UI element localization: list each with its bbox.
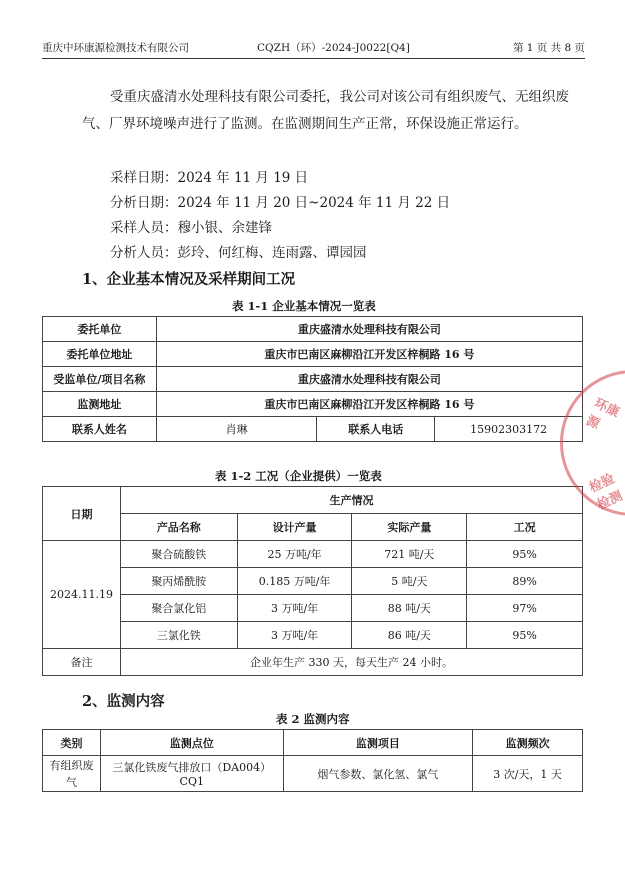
table-cell: 5 吨/天 <box>352 568 467 595</box>
analysts: 分析人员：彭玲、何红梅、连雨露、谭园园 <box>110 245 367 261</box>
intro-paragraph: 受重庆盛清水处理科技有限公司委托，我公司对该公司有组织废气、无组织废气、厂界环境噪声进行了监测。在监测期间生产正常，环保设施正常运行。 <box>82 89 569 132</box>
table-cell: 监测地址 <box>43 392 157 417</box>
table-cell: 肖琳 <box>156 417 317 442</box>
table-row <box>43 342 583 367</box>
operating-conditions-table <box>42 486 583 676</box>
section-2-title: 2、监测内容 <box>82 693 165 710</box>
table-3-caption: 表 2 监测内容 <box>276 712 350 726</box>
table-header-cell: 设计产量 <box>237 514 352 541</box>
header-doc-number: CQZH（环）-2024-J0022[Q4] <box>257 42 410 54</box>
table-cell: 97% <box>467 595 583 622</box>
table-row <box>43 595 583 622</box>
table-cell: 生产情况 <box>120 487 582 514</box>
table-header-cell: 实际产量 <box>352 514 467 541</box>
table-header-cell: 类别 <box>43 730 101 756</box>
table-header-cell: 监测项目 <box>283 730 473 756</box>
table-cell: 重庆市巴南区麻柳沿江开发区梓桐路 16 号 <box>156 392 582 417</box>
table-cell: 委托单位地址 <box>43 342 157 367</box>
table-cell: 有组织废气 <box>43 756 101 792</box>
analysis-date: 分析日期：2024 年 11 月 20 日~2024 年 11 月 22 日 <box>110 195 451 211</box>
basic-info-table <box>42 316 583 442</box>
table-cell: 88 吨/天 <box>352 595 467 622</box>
table-cell: 721 吨/天 <box>352 541 467 568</box>
table-cell: 重庆盛清水处理科技有限公司 <box>156 367 582 392</box>
header-page-number: 第 1 页 共 8 页 <box>512 42 585 54</box>
table-cell: 烟气参数、氯化氢、氯气 <box>283 756 473 792</box>
table-cell: 企业年生产 330 天，每天生产 24 小时。 <box>120 649 582 676</box>
header-company: 重庆中环康源检测技术有限公司 <box>42 42 189 54</box>
header-rule <box>42 58 585 59</box>
table-cell: 2024.11.19 <box>43 541 121 649</box>
table-cell: 95% <box>467 622 583 649</box>
table-cell: 0.185 万吨/年 <box>237 568 352 595</box>
samplers: 采样人员：穆小银、余建锋 <box>110 220 272 236</box>
table-row <box>43 417 583 442</box>
table-row <box>43 317 583 342</box>
table-header-cell: 监测点位 <box>100 730 283 756</box>
table-cell: 三氯化铁废气排放口（DA004）CQ1 <box>100 756 283 792</box>
table-cell: 95% <box>467 541 583 568</box>
table-1-caption: 表 1-1 企业基本情况一览表 <box>232 299 376 313</box>
table-cell: 聚丙烯酰胺 <box>120 568 237 595</box>
table-2-caption: 表 1-2 工况（企业提供）一览表 <box>215 469 382 483</box>
table-row <box>43 392 583 417</box>
page-header <box>42 40 585 58</box>
table-cell: 聚合硫酸铁 <box>120 541 237 568</box>
table-row <box>43 622 583 649</box>
table-row <box>43 487 583 514</box>
table-header-cell: 产品名称 <box>120 514 237 541</box>
table-row <box>43 514 583 541</box>
monitoring-content-table <box>42 729 583 792</box>
table-cell: 3 次/天，1 天 <box>473 756 583 792</box>
table-cell: 重庆盛清水处理科技有限公司 <box>156 317 582 342</box>
table-row <box>43 649 583 676</box>
table-cell: 重庆市巴南区麻柳沿江开发区梓桐路 16 号 <box>156 342 582 367</box>
sampling-date: 采样日期：2024 年 11 月 19 日 <box>110 170 309 186</box>
table-cell: 日期 <box>43 487 121 541</box>
table-row <box>43 367 583 392</box>
table-cell: 86 吨/天 <box>352 622 467 649</box>
table-row <box>43 756 583 792</box>
table-row <box>43 541 583 568</box>
table-header-cell: 监测频次 <box>473 730 583 756</box>
table-cell: 联系人电话 <box>317 417 435 442</box>
table-cell: 联系人姓名 <box>43 417 157 442</box>
seal-text-top: 环康源 <box>583 396 622 433</box>
seal-text-bottom: 检验检测 <box>587 471 625 514</box>
table-cell: 3 万吨/年 <box>237 595 352 622</box>
table-cell: 备注 <box>43 649 121 676</box>
table-row <box>43 568 583 595</box>
table-cell: 聚合氯化铝 <box>120 595 237 622</box>
table-cell: 89% <box>467 568 583 595</box>
section-1-title: 1、企业基本情况及采样期间工况 <box>82 271 296 288</box>
table-cell: 15902303172 <box>435 417 583 442</box>
table-cell: 委托单位 <box>43 317 157 342</box>
table-cell: 受监单位/项目名称 <box>43 367 157 392</box>
table-header-cell: 工况 <box>467 514 583 541</box>
table-cell: 3 万吨/年 <box>237 622 352 649</box>
table-cell: 25 万吨/年 <box>237 541 352 568</box>
table-cell: 三氯化铁 <box>120 622 237 649</box>
table-row <box>43 730 583 756</box>
